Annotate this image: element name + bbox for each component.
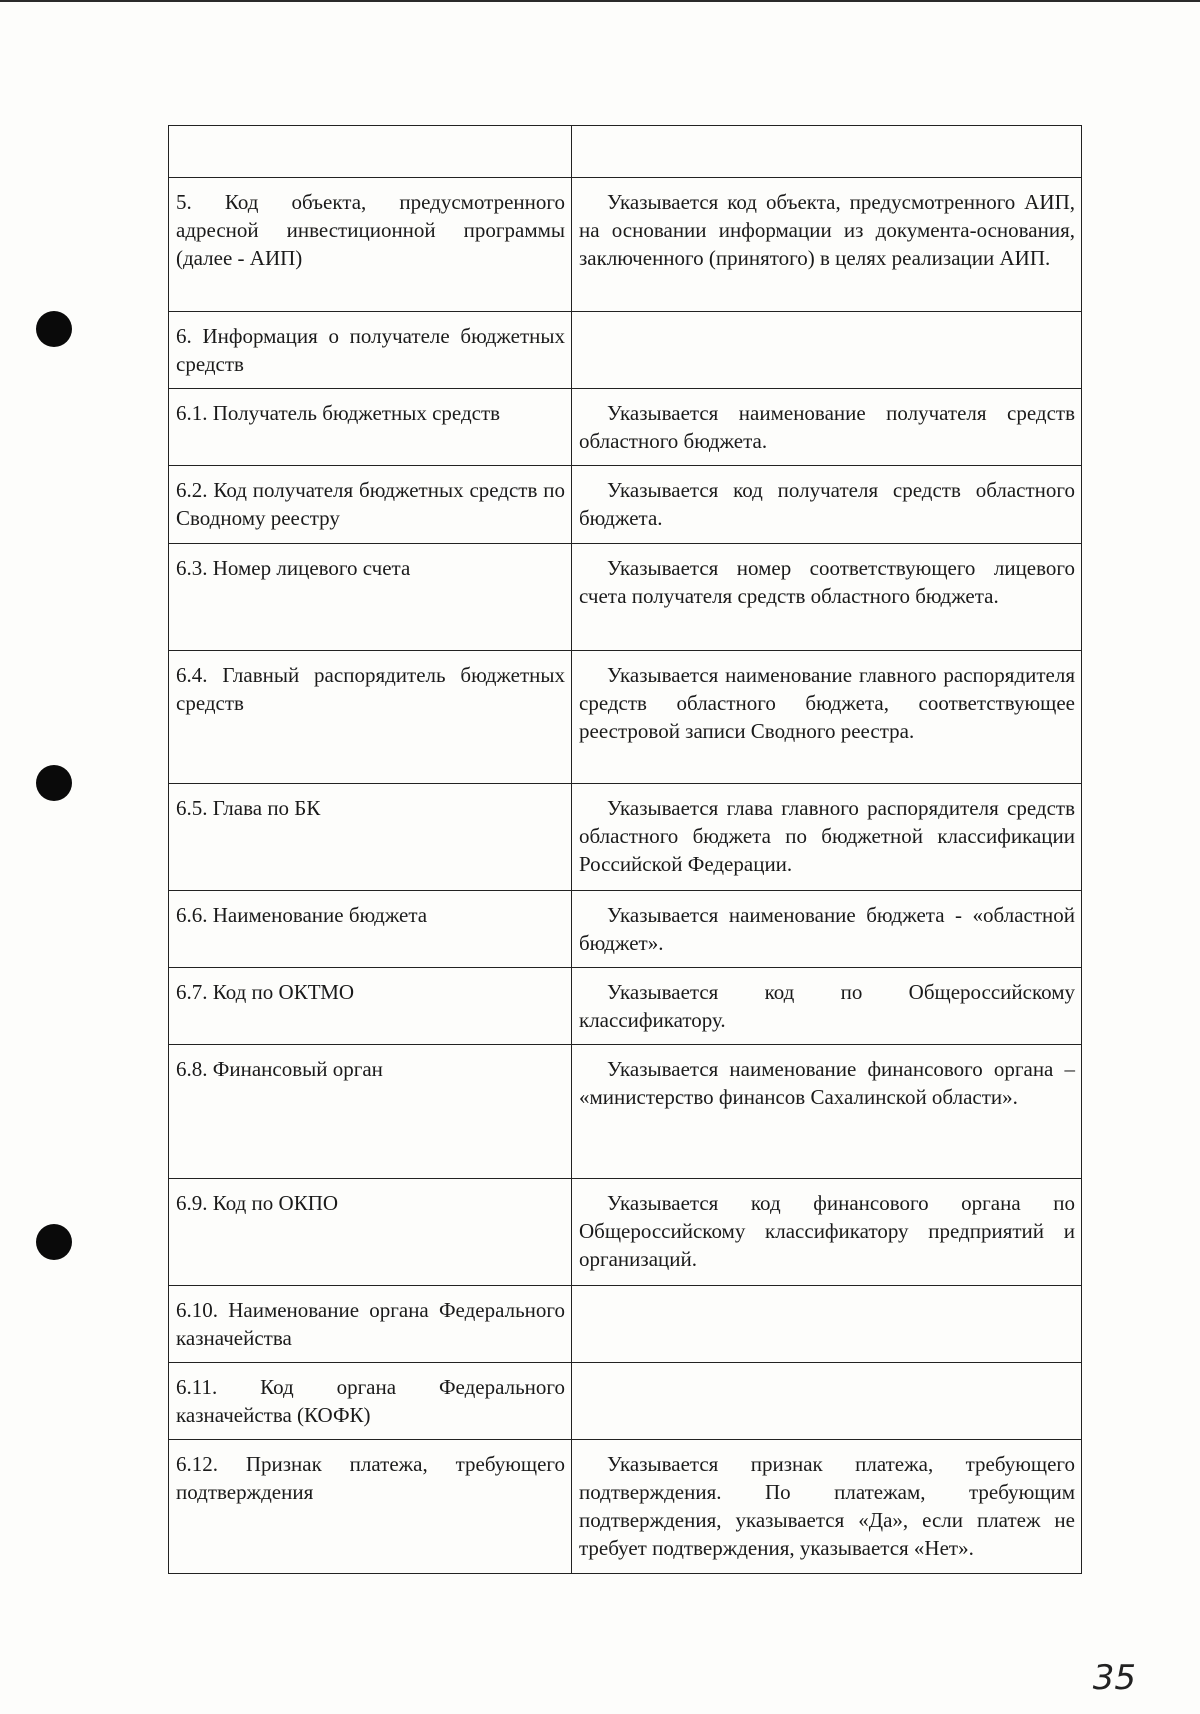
table-row — [169, 891, 1082, 968]
page-top-edge-line — [0, 0, 1200, 2]
field-description-cell — [572, 1286, 1082, 1363]
field-name-cell: 5. Код объекта, предусмотренного адресной инвестиционной программы (далее - АИП) — [169, 178, 572, 312]
field-description-cell: Указывается наименование бюджета - «областной бюджет». — [572, 891, 1082, 968]
table-row — [169, 1440, 1082, 1574]
fields-description-table — [168, 125, 1082, 1574]
field-description-cell — [572, 1363, 1082, 1440]
table-row — [169, 651, 1082, 784]
field-description-cell: Указывается глава главного распорядителя средств областного бюджета по бюджетной классификации Российской Федерации. — [572, 784, 1082, 891]
field-name-cell — [169, 126, 572, 178]
field-name-cell: 6.8. Финансовый орган — [169, 1045, 572, 1179]
table-row — [169, 1179, 1082, 1286]
field-description-cell: Указывается наименование финансового органа – «министерство финансов Сахалинской области». — [572, 1045, 1082, 1179]
field-description-cell: Указывается код финансового органа по Общероссийскому классификатору предприятий и организаций. — [572, 1179, 1082, 1286]
table-row — [169, 466, 1082, 544]
punch-hole-mark — [36, 1224, 72, 1260]
field-description-cell: Указывается номер соответствующего лицевого счета получателя средств областного бюджета. — [572, 544, 1082, 651]
field-name-cell: 6.4. Главный распорядитель бюджетных средств — [169, 651, 572, 784]
table-row — [169, 1286, 1082, 1363]
field-name-cell: 6.11. Код органа Федерального казначейства (КОФК) — [169, 1363, 572, 1440]
field-name-cell: 6.10. Наименование органа Федерального казначейства — [169, 1286, 572, 1363]
table-row — [169, 1363, 1082, 1440]
page-number: 35 — [1092, 1658, 1136, 1698]
field-name-cell: 6.7. Код по ОКТМО — [169, 968, 572, 1045]
table-row — [169, 1045, 1082, 1179]
table-row — [169, 389, 1082, 466]
field-description-cell: Указывается наименование получателя средств областного бюджета. — [572, 389, 1082, 466]
field-name-cell: 6.9. Код по ОКПО — [169, 1179, 572, 1286]
table-row — [169, 126, 1082, 178]
field-description-cell: Указывается признак платежа, требующего подтверждения. По платежам, требующим подтверждения, указывается «Да», если платеж не требует подтверждения, указывается «Нет». — [572, 1440, 1082, 1574]
field-name-cell: 6.6. Наименование бюджета — [169, 891, 572, 968]
field-description-cell: Указывается код по Общероссийскому классификатору. — [572, 968, 1082, 1045]
field-description-cell: Указывается код получателя средств областного бюджета. — [572, 466, 1082, 544]
field-name-cell: 6.3. Номер лицевого счета — [169, 544, 572, 651]
field-name-cell: 6.1. Получатель бюджетных средств — [169, 389, 572, 466]
field-description-cell: Указывается наименование главного распорядителя средств областного бюджета, соответствующее реестровой записи Сводного реестра. — [572, 651, 1082, 784]
table-row — [169, 968, 1082, 1045]
punch-hole-mark — [36, 311, 72, 347]
field-name-cell: 6. Информация о получателе бюджетных средств — [169, 312, 572, 389]
field-description-cell: Указывается код объекта, предусмотренного АИП, на основании информации из документа-основания, заключенного (принятого) в целях реализации АИП. — [572, 178, 1082, 312]
field-description-cell — [572, 312, 1082, 389]
table-row — [169, 312, 1082, 389]
field-name-cell: 6.5. Глава по БК — [169, 784, 572, 891]
table-row — [169, 544, 1082, 651]
field-name-cell: 6.2. Код получателя бюджетных средств по Сводному реестру — [169, 466, 572, 544]
table-row — [169, 178, 1082, 312]
field-name-cell: 6.12. Признак платежа, требующего подтверждения — [169, 1440, 572, 1574]
table-row — [169, 784, 1082, 891]
punch-hole-mark — [36, 765, 72, 801]
field-description-cell — [572, 126, 1082, 178]
